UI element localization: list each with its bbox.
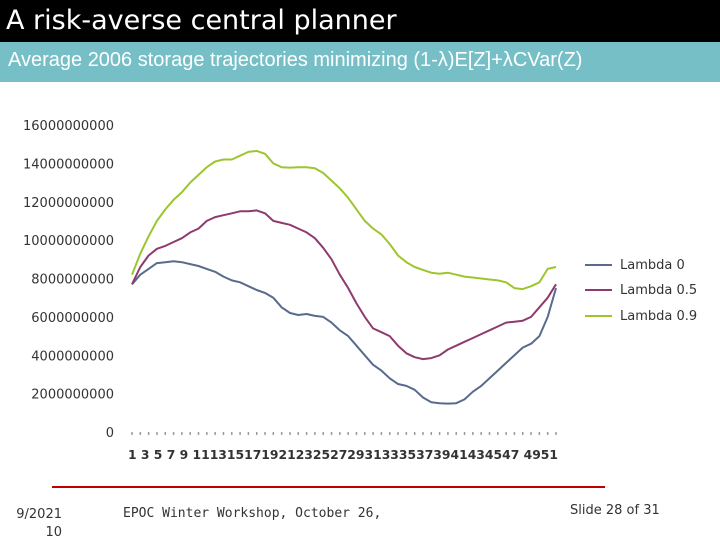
footer-event: EPOC Winter Workshop, October 26,: [123, 506, 382, 521]
x-tick-mark: [306, 432, 308, 435]
x-tick-mark: [422, 432, 424, 435]
x-tick-mark: [165, 432, 167, 435]
x-tick-mark: [530, 432, 532, 435]
x-tick-mark: [514, 432, 516, 435]
x-tick-mark: [248, 432, 250, 435]
x-tick-mark: [414, 432, 416, 435]
legend-label: Lambda 0: [620, 258, 685, 273]
series-line-lambda-0-9: [132, 151, 556, 289]
x-tick-mark: [497, 432, 499, 435]
y-tick-label: 16000000000: [23, 119, 114, 134]
x-tick-mark: [505, 432, 507, 435]
x-tick-mark: [273, 432, 275, 435]
x-tick-mark: [198, 432, 200, 435]
x-tick-mark: [447, 432, 449, 435]
y-tick-label: 14000000000: [23, 157, 114, 173]
x-tick-mark: [173, 432, 175, 435]
x-tick-mark: [381, 432, 383, 435]
x-tick-mark: [547, 432, 549, 435]
y-tick-label: 6000000000: [31, 310, 114, 326]
y-tick-label: 12000000000: [23, 195, 114, 211]
x-axis-tick-dots: [131, 432, 557, 435]
footer-date: 9/2021 10: [16, 507, 62, 540]
slide-title: A risk-averse central planner: [0, 0, 720, 42]
x-tick-mark: [140, 432, 142, 435]
x-tick-mark: [206, 432, 208, 435]
x-tick-mark: [289, 432, 291, 435]
x-tick-mark: [522, 432, 524, 435]
x-tick-mark: [472, 432, 474, 435]
x-tick-mark: [480, 432, 482, 435]
x-tick-mark: [264, 432, 266, 435]
x-tick-mark: [331, 432, 333, 435]
footer-divider: [52, 486, 605, 488]
x-tick-mark: [356, 432, 358, 435]
x-tick-mark: [364, 432, 366, 435]
x-tick-mark: [214, 432, 216, 435]
x-tick-mark: [131, 432, 133, 435]
x-tick-mark: [339, 432, 341, 435]
x-tick-mark: [181, 432, 183, 435]
slide-number: Slide 28 of 31: [570, 503, 660, 518]
legend-label: Lambda 0.9: [620, 309, 698, 324]
x-tick-mark: [389, 432, 391, 435]
x-tick-mark: [431, 432, 433, 435]
x-tick-mark: [298, 432, 300, 435]
slide-subtitle: Average 2006 storage trajectories minimizing (1-λ)E[Z]+λCVar(Z): [0, 42, 720, 82]
x-tick-mark: [539, 432, 541, 435]
x-tick-mark: [223, 432, 225, 435]
legend-label: Lambda 0.5: [620, 283, 698, 298]
x-tick-mark: [231, 432, 233, 435]
legend: [585, 258, 697, 324]
x-tick-mark: [239, 432, 241, 435]
series-line-lambda-0-5: [132, 210, 556, 359]
y-tick-label: 4000000000: [31, 349, 114, 365]
y-tick-label: 0: [105, 426, 114, 441]
x-tick-mark: [156, 432, 158, 435]
x-tick-mark: [555, 432, 557, 435]
x-tick-mark: [256, 432, 257, 435]
x-tick-mark: [322, 432, 324, 435]
x-axis-tick-labels: 1 3 5 7 9 11131517192123252729313335373941434547 4951: [128, 448, 558, 462]
x-tick-mark: [314, 432, 316, 435]
y-tick-label: 10000000000: [23, 234, 114, 250]
x-tick-mark: [281, 432, 283, 435]
x-tick-mark: [148, 432, 150, 435]
y-tick-label: 2000000000: [31, 387, 114, 403]
x-tick-mark: [464, 432, 466, 435]
x-tick-mark: [372, 432, 374, 435]
series-lines: [132, 151, 556, 404]
x-tick-mark: [455, 432, 457, 435]
x-tick-mark: [347, 432, 349, 435]
x-tick-mark: [189, 432, 191, 435]
x-tick-mark: [406, 432, 408, 435]
x-tick-mark: [439, 432, 441, 435]
x-tick-mark: [489, 432, 491, 435]
y-tick-label: 8000000000: [31, 272, 114, 288]
x-tick-mark: [397, 432, 399, 435]
y-axis-labels: [23, 119, 114, 441]
